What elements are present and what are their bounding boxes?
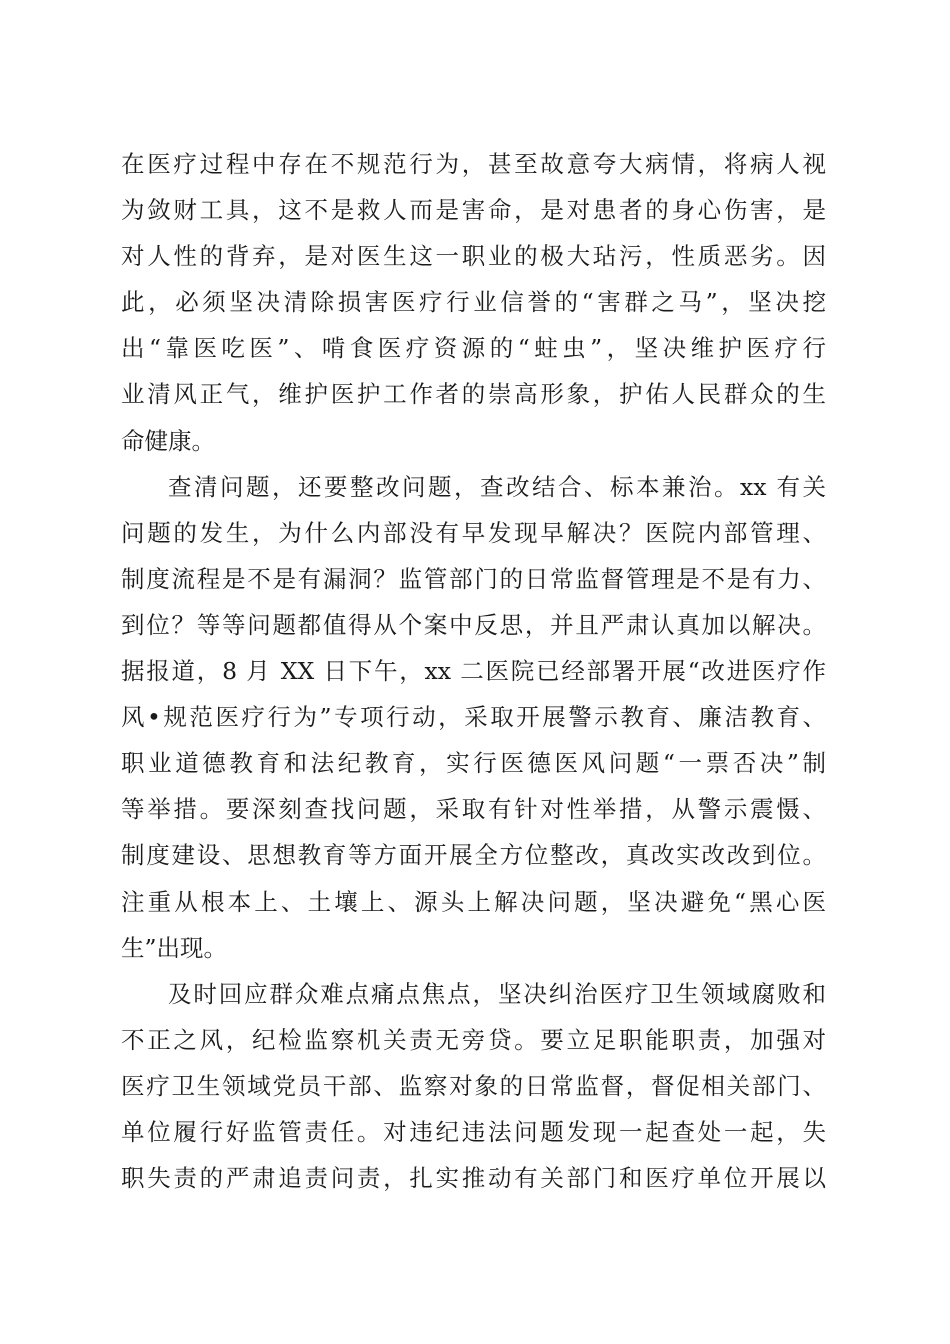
paragraph-2-line-1: 查清问题，还要整改问题，查改结合、标本兼治。xx 有关 [168, 472, 826, 501]
paragraph-3-line-1: 及时回应群众难点痛点焦点，坚决纠治医疗卫生领域腐败和 [168, 979, 826, 1008]
paragraph-1-line-7: 命健康。 [121, 426, 215, 455]
paragraph-2-line-11: 生”出现。 [121, 933, 228, 962]
paragraph-2-line-3: 制度流程是不是有漏洞？监管部门的日常监督管理是不是有力、 [121, 564, 826, 593]
paragraph-3-line-3: 医疗卫生领域党员干部、监察对象的日常监督，督促相关部门、 [121, 1071, 826, 1100]
paragraph-1-line-5: 出“靠医吃医”、啃食医疗资源的“蛀虫”，坚决维护医疗行 [121, 334, 826, 363]
paragraph-1-line-3: 对人性的背弃，是对医生这一职业的极大玷污，性质恶劣。因 [121, 242, 826, 271]
paragraph-2-line-9: 制度建设、思想教育等方面开展全方位整改，真改实改改到位。 [121, 841, 826, 870]
paragraph-3-line-2: 不正之风，纪检监察机关责无旁贷。要立足职能职责，加强对 [121, 1025, 826, 1054]
paragraph-3-line-4: 单位履行好监管责任。对违纪违法问题发现一起查处一起，失 [121, 1117, 826, 1146]
paragraph-2-line-8: 等举措。要深刻查找问题，采取有针对性举措，从警示震慑、 [121, 795, 826, 824]
paragraph-1-line-2: 为敛财工具，这不是救人而是害命，是对患者的身心伤害，是 [121, 196, 826, 225]
paragraph-2-line-6: 风•规范医疗行为”专项行动，采取开展警示教育、廉洁教育、 [121, 703, 826, 732]
paragraph-1-line-4: 此，必须坚决清除损害医疗行业信誉的“害群之马”，坚决挖 [121, 288, 826, 317]
paragraph-2-line-5: 据报道，8 月 XX 日下午，xx 二医院已经部署开展“改进医疗作 [121, 657, 826, 686]
paragraph-3-line-5: 职失责的严肃追责问责，扎实推动有关部门和医疗单位开展以 [121, 1164, 826, 1193]
paragraph-2-line-10: 注重从根本上、土壤上、源头上解决问题，坚决避免“黑心医 [121, 887, 826, 916]
paragraph-2-line-4: 到位？等等问题都值得从个案中反思，并且严肃认真加以解决。 [121, 610, 826, 639]
paragraph-2-line-7: 职业道德教育和法纪教育，实行医德医风问题“一票否决”制 [121, 749, 826, 778]
paragraph-2-line-2: 问题的发生，为什么内部没有早发现早解决？医院内部管理、 [121, 518, 826, 547]
paragraph-1-line-1: 在医疗过程中存在不规范行为，甚至故意夸大病情，将病人视 [121, 150, 826, 178]
document-body [121, 141, 826, 1201]
paragraph-1-line-6: 业清风正气，维护医护工作者的崇高形象，护佑人民群众的生 [121, 380, 826, 409]
